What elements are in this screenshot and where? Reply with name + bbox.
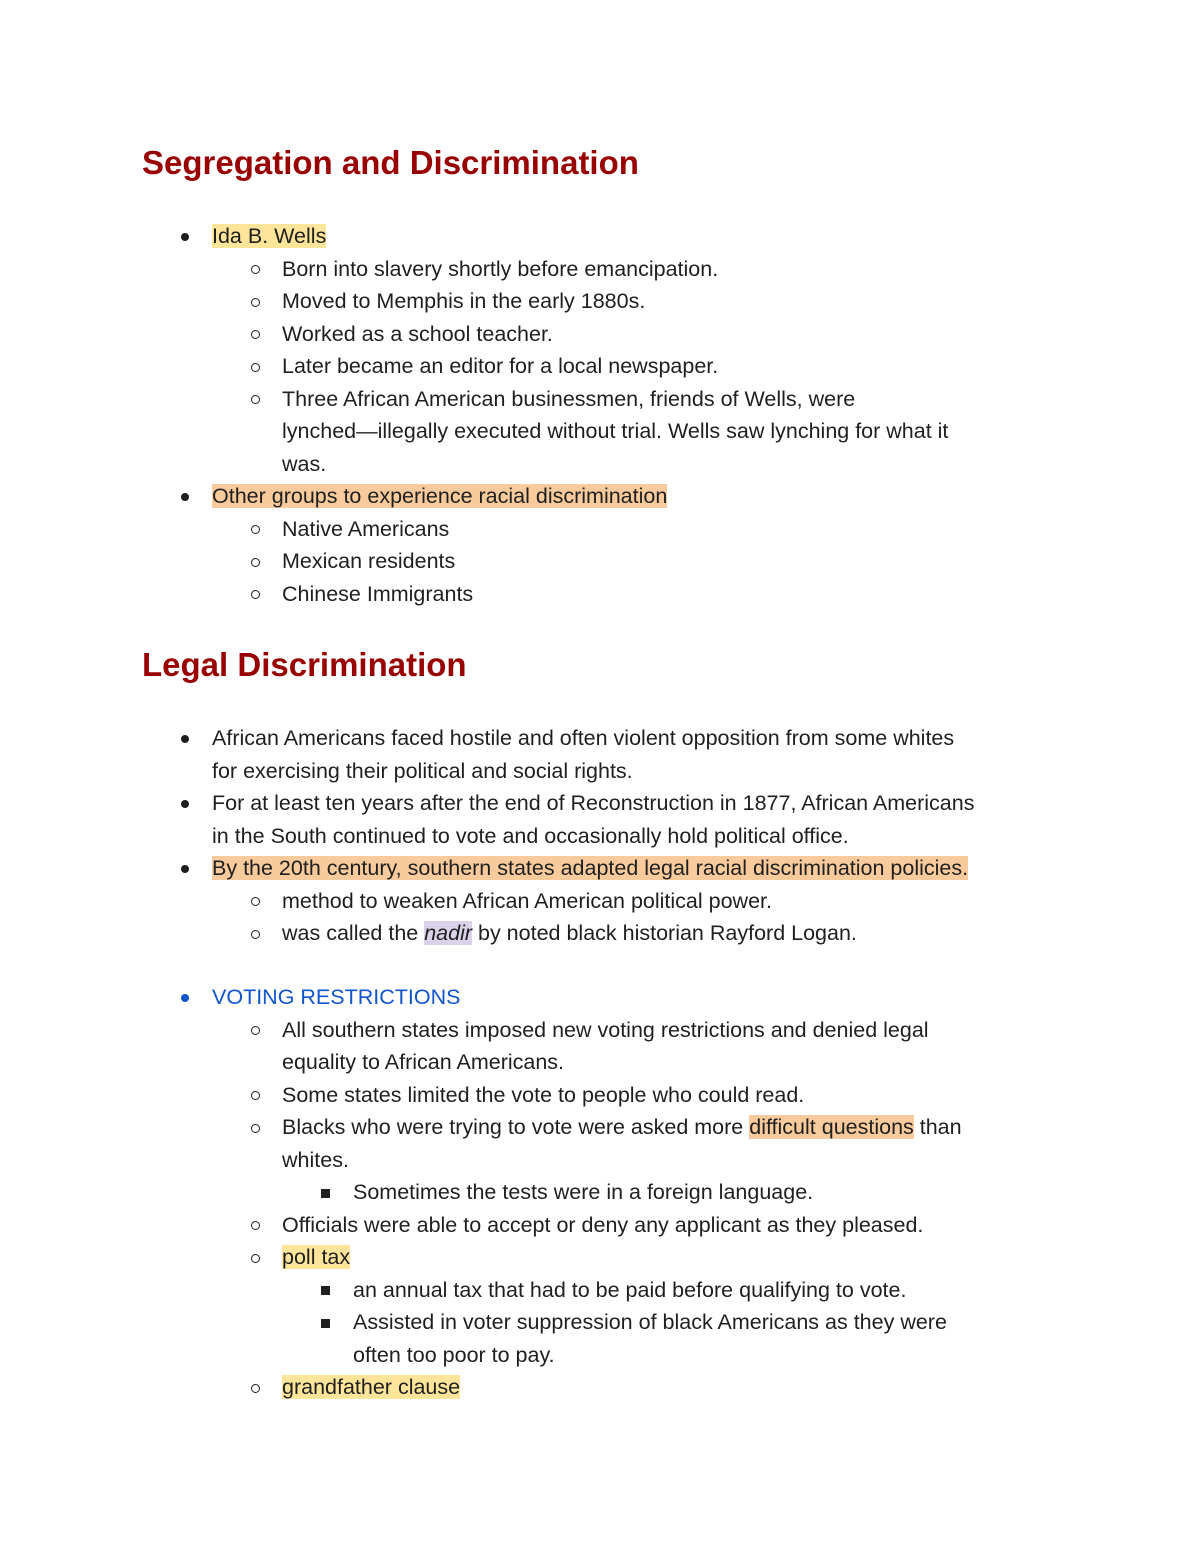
list-item: Moved to Memphis in the early 1880s. <box>282 289 646 313</box>
list-item-other-groups <box>212 480 667 513</box>
bullet-square-icon <box>315 1176 335 1209</box>
list-item: African Americans faced hostile and often violent opposition from some whites <box>212 726 955 750</box>
bullet-circle-icon <box>245 1241 265 1274</box>
bullet-circle-icon <box>245 578 265 611</box>
subheading-voting-restrictions: VOTING RESTRICTIONS <box>212 985 461 1009</box>
bullet-dot-icon <box>175 480 195 513</box>
bullet-circle-icon <box>245 350 265 383</box>
list-item-continuation: for exercising their political and social rights. <box>212 758 633 783</box>
highlight-nadir: nadir <box>424 921 473 945</box>
bullet-circle-icon <box>245 545 265 578</box>
highlight-grandfather-clause: grandfather clause <box>282 1375 461 1399</box>
heading-legal: Legal Discrimination <box>142 646 467 683</box>
bullet-dot-icon <box>175 220 195 253</box>
list-item: Assisted in voter suppression of black Americans as they were <box>353 1310 947 1334</box>
bullet-dot-blue-icon <box>175 981 195 1014</box>
list-item-continuation: lynched—illegally executed without trial. Wells saw lynching for what it <box>282 419 949 443</box>
list-item: Worked as a school teacher. <box>282 321 553 346</box>
list-item-continuation: was. <box>282 451 327 476</box>
list-item: an annual tax that had to be paid before qualifying to vote. <box>353 1277 907 1302</box>
bullet-circle-icon <box>245 318 265 351</box>
list-item-continuation: often too poor to pay. <box>353 1342 555 1367</box>
bullet-dot-icon <box>175 722 195 755</box>
list-item-difficult-questions <box>282 1111 962 1144</box>
list-item-continuation: in the South continued to vote and occasionally hold political office. <box>212 823 849 848</box>
text-segment: by noted black historian Rayford Logan. <box>472 921 857 945</box>
highlight-difficult-questions: difficult questions <box>749 1115 914 1139</box>
bullet-circle-icon <box>245 513 265 546</box>
list-item: All southern states imposed new voting restrictions and denied legal <box>282 1017 929 1042</box>
list-item: For at least ten years after the end of Reconstruction in 1877, African Americans <box>212 791 975 815</box>
bullet-circle-icon <box>245 1079 265 1112</box>
text-segment: was called the <box>282 921 425 945</box>
bullet-circle-icon <box>245 383 265 416</box>
list-item: Mexican residents <box>282 549 456 573</box>
list-item: Native Americans <box>282 516 450 541</box>
heading-segregation: Segregation and Discrimination <box>142 144 639 181</box>
list-item-grandfather-clause <box>282 1371 460 1404</box>
list-item-wells <box>212 220 326 253</box>
list-item: Chinese Immigrants <box>282 581 474 606</box>
list-item-continuation: whites. <box>282 1147 349 1172</box>
bullet-square-icon <box>315 1306 335 1339</box>
bullet-square-icon <box>315 1274 335 1307</box>
bullet-dot-icon <box>175 852 195 885</box>
highlight-20th-century: By the 20th century, southern states adapted legal racial discrimination policies. <box>212 856 969 880</box>
list-item: Born into slavery shortly before emancipation. <box>282 256 719 281</box>
bullet-circle-icon <box>245 253 265 286</box>
bullet-circle-icon <box>245 1111 265 1144</box>
text-segment: Blacks who were trying to vote were asked more <box>282 1115 750 1139</box>
list-item: method to weaken African American political power. <box>282 888 772 913</box>
list-item-continuation: equality to African Americans. <box>282 1050 565 1074</box>
list-item-nadir <box>282 917 857 950</box>
list-item: Three African American businessmen, friends of Wells, were <box>282 386 856 411</box>
bullet-dot-icon <box>175 787 195 820</box>
text-segment: than <box>913 1115 962 1139</box>
bullet-circle-icon <box>245 917 265 950</box>
list-item-poll-tax <box>282 1241 350 1274</box>
list-item: Officials were able to accept or deny any applicant as they pleased. <box>282 1212 924 1237</box>
list-item: Sometimes the tests were in a foreign language. <box>353 1180 814 1204</box>
list-item: Later became an editor for a local newspaper. <box>282 354 719 378</box>
bullet-circle-icon <box>245 285 265 318</box>
bullet-circle-icon <box>245 1371 265 1404</box>
bullet-circle-icon <box>245 1209 265 1242</box>
highlight-other-groups: Other groups to experience racial discrimination <box>212 484 668 508</box>
list-item-20th-century <box>212 852 968 885</box>
highlight-poll-tax: poll tax <box>282 1245 351 1269</box>
bullet-circle-icon <box>245 1014 265 1047</box>
list-item: Some states limited the vote to people who could read. <box>282 1082 805 1107</box>
bullet-circle-icon <box>245 885 265 918</box>
highlight-wells: Ida B. Wells <box>212 224 327 248</box>
